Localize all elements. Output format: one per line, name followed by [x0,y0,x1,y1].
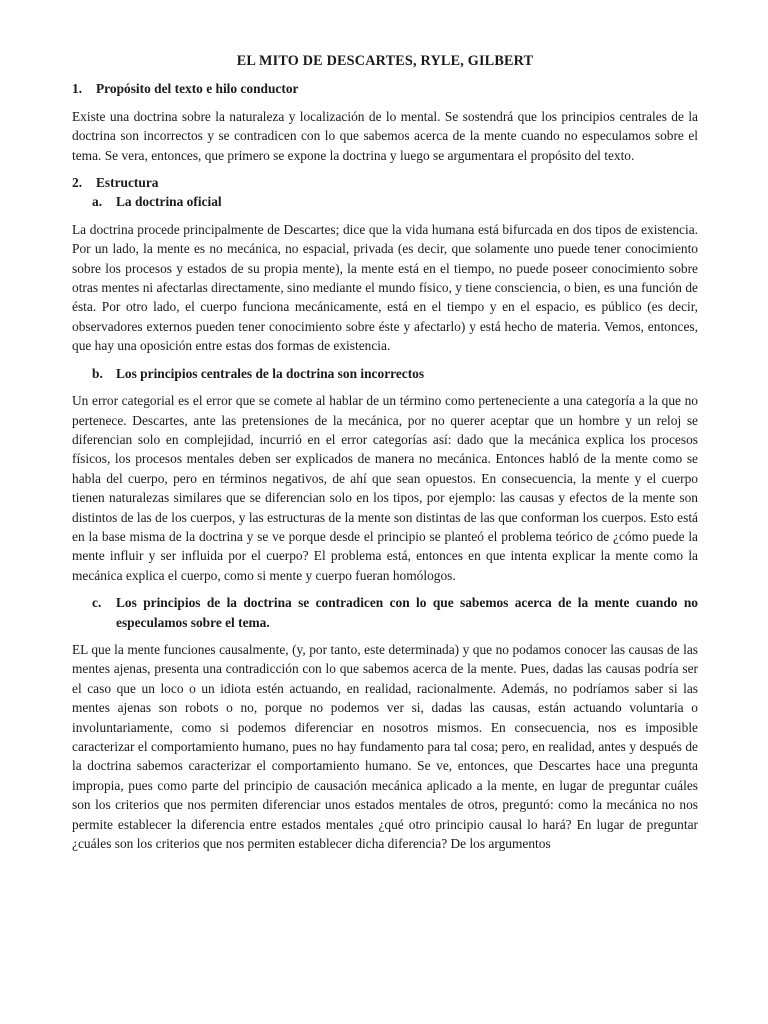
subsection-b-paragraph: Un error categorial es el error que se comete al hablar de un término como perteneciente a una categoría a la que no pertenece. Descartes, ante las pretensiones de la mecánica, por no querer aceptar que un hombre y un reloj se diferencian solo en complejidad, incurrió en el error categorías así: dado que la mecánica explica los procesos físicos, los procesos mentales deben ser explicados de manera no mecánica. Entonces habló de la mente como se habla del cuerpo, pero en términos negativos, de ahí que sean opuestos. En consecuencia, la mente y el cuerpo tienen naturalezas similares que se diferencian solo en los tipos, por ejemplo: las causas y efectos de la mente son distintos de las de los cuerpos, y las estructuras de la mente son distintas de las que conforman los cuerpos. Esto está en la base misma de la doctrina y se ve porque desde el principio se planteó el problema teórico de ¿cómo puede la mente influir y ser influida por el cuerpo? El problema está, entonces en que intenta explicar la mente como la mecánica explica el cuerpo, como si mente y cuerpo fueran homólogos. [72,393,698,583]
subsection-b-letter: b. [92,365,103,381]
section-1-heading [72,79,698,98]
section-1-heading-text: Propósito del texto e hilo conductor [96,81,299,97]
subsection-c-letter: c. [92,595,102,611]
subsection-a-letter: a. [92,194,103,210]
section-1-number: 1. [72,81,83,97]
subsection-b-heading [92,364,698,383]
subsection-a-heading-text: La doctrina oficial [116,194,222,210]
subsection-c-heading-text: Los principios de la doctrina se contradicen con lo que sabemos acerca de la mente cuando no especulamos sobre el tema. [116,595,698,630]
subsection-c-heading [92,593,698,632]
section-2-heading [72,173,698,192]
document-title: EL MITO DE DESCARTES, RYLE, GILBERT [236,53,534,69]
document-page [72,52,698,861]
subsection-a-paragraph: La doctrina procede principalmente de Descartes; dice que la vida humana está bifurcada en dos tipos de existencia. Por un lado, la mente es no mecánica, no espacial, privada (es decir, que solamente uno puede tener conocimiento sobre los procesos y estados de su propia mente), la mente está en el tiempo, no puede poseer conocimiento sobre otras mentes ni afectarlas directamente, sino mediante el mundo físico, y tiene consciencia, o bien, es una función de ésta. Por otro lado, el cuerpo funciona mecánicamente, está en el tiempo y en el espacio, es público (es decir, observadores externos pueden tener conocimiento sobre éste y afectarlo) y está hecho de materia. Vemos, entonces, que hay una oposición entre estas dos formas de existencia. [72,221,698,354]
subsection-c-paragraph: EL que la mente funciones causalmente, (y, por tanto, este determinada) y que no podamos conocer las causas de las mentes ajenas, presenta una contradicción con lo que sabemos acerca de la mente. Pues, dadas las causas podría ser el caso que un loco o un idiota estén actuando, en realidad, racionalmente. Además, no podríamos saber si las mentes ajenas son robots o no, porque no podemos ver si, dadas las causas, están actuando voluntaria o involuntariamente, como si podemos diferenciar en nosotros mismos. En consecuencia, nos es imposible caracterizar el comportamiento humano, pues no hay fundamento para tal cosa; pero, en realidad, antes y después de la doctrina sabemos caracterizar el comportamiento humano. Se ve, entonces, que Descartes hace una pregunta impropia, pues como parte del principio de causación mecánica aplicado a la mente, en lugar de preguntar cuáles son los criterios que nos permiten diferenciar unos estados mentales de otros, preguntó: como la mecánica no nos permite establecer la diferencia entre estados mentales ¿qué otro principio causal lo hará? En lugar de preguntar ¿cuáles son los criterios que nos permiten establecer dicha diferencia? De los argumentos [72,641,698,852]
section-2-heading-text: Estructura [96,175,159,191]
section-2-number: 2. [72,175,83,191]
section-1-paragraph: Existe una doctrina sobre la naturaleza y localización de lo mental. Se sostendrá que los principios centrales de la doctrina son incorrectos y se contradicen con lo que sabemos acerca de la mente cuando no especulamos sobre el tema. Se vera, entonces, que primero se expone la doctrina y luego se argumentara el propósito del texto. [72,108,698,163]
subsection-a-heading [92,192,698,211]
subsection-b-heading-text: Los principios centrales de la doctrina son incorrectos [116,365,425,381]
